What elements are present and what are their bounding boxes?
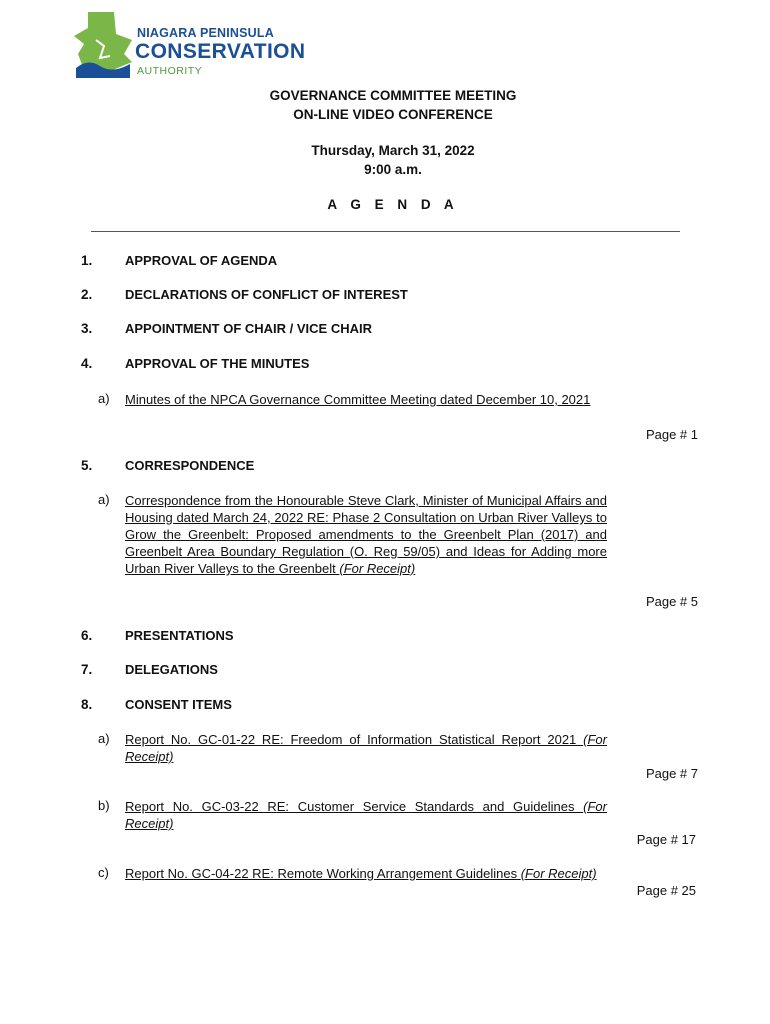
page-reference: Page # 25 [636, 883, 696, 898]
section-number: 4. [81, 356, 93, 371]
agenda-heading: A G E N D A [327, 197, 459, 212]
section-heading-appointment: APPOINTMENT OF CHAIR / VICE CHAIR [125, 321, 373, 336]
meeting-title: GOVERNANCE COMMITTEE MEETING [269, 88, 517, 103]
minutes-link[interactable]: Minutes of the NPCA Governance Committee Meeting dated December 10, 2021 [125, 392, 591, 407]
report-gc-01-22-link[interactable]: Report No. GC-01-22 RE: Freedom of Information Statistical Report 2021 (For Receipt) [125, 732, 607, 764]
section-heading-consent-items: CONSENT ITEMS [125, 697, 232, 712]
page-reference: Page # 5 [645, 594, 698, 609]
meeting-format: ON-LINE VIDEO CONFERENCE [293, 107, 493, 122]
page-reference: Page # 17 [636, 832, 696, 847]
section-number: 2. [81, 287, 93, 302]
section-heading-presentations: PRESENTATIONS [125, 628, 234, 643]
item-letter: a) [98, 731, 110, 746]
section-number: 5. [81, 458, 93, 473]
item-letter: c) [98, 865, 109, 880]
report-gc-04-22-link[interactable]: Report No. GC-04-22 RE: Remote Working Arrangement Guidelines (For Receipt) [125, 866, 597, 881]
page-reference: Page # 7 [645, 766, 698, 781]
section-number: 6. [81, 628, 93, 643]
header-divider [91, 231, 680, 232]
item-letter: a) [98, 391, 110, 406]
section-number: 8. [81, 697, 93, 712]
meeting-time: 9:00 a.m. [364, 162, 422, 177]
section-heading-approval-of-agenda: APPROVAL OF AGENDA [125, 253, 278, 268]
item-letter: a) [98, 492, 110, 507]
page-reference: Page # 1 [645, 427, 698, 442]
correspondence-link[interactable]: Correspondence from the Honourable Steve Clark, Minister of Municipal Affairs and Housing dated March 24, 2022 RE: Phase 2 Consultation on Urban River Valleys to Grow the Greenbelt: Proposed amendments to the Greenbelt Plan (2017) and Greenbelt Area Boundary Regulation (O. Reg 59/05) and Ideas for Adding more Urban River Valleys to the Greenbelt (For Receipt) [125, 493, 607, 576]
section-number: 7. [81, 662, 93, 677]
section-heading-minutes: APPROVAL OF THE MINUTES [125, 356, 310, 371]
section-heading-correspondence: CORRESPONDENCE [125, 458, 255, 473]
section-heading-delegations: DELEGATIONS [125, 662, 218, 677]
section-number: 3. [81, 321, 93, 336]
logo-line-niagara: NIAGARA PENINSULA [137, 26, 274, 40]
section-heading-declarations: DECLARATIONS OF CONFLICT OF INTEREST [125, 287, 408, 302]
maple-leaf-icon [74, 10, 132, 78]
section-number: 1. [81, 253, 93, 268]
item-letter: b) [98, 798, 110, 813]
logo-line-conservation: CONSERVATION [135, 40, 306, 63]
npca-logo [74, 10, 324, 80]
meeting-date: Thursday, March 31, 2022 [311, 143, 475, 158]
report-gc-03-22-link[interactable]: Report No. GC-03-22 RE: Customer Service Standards and Guidelines (For Receipt) [125, 799, 607, 831]
logo-line-authority: AUTHORITY [137, 65, 203, 77]
